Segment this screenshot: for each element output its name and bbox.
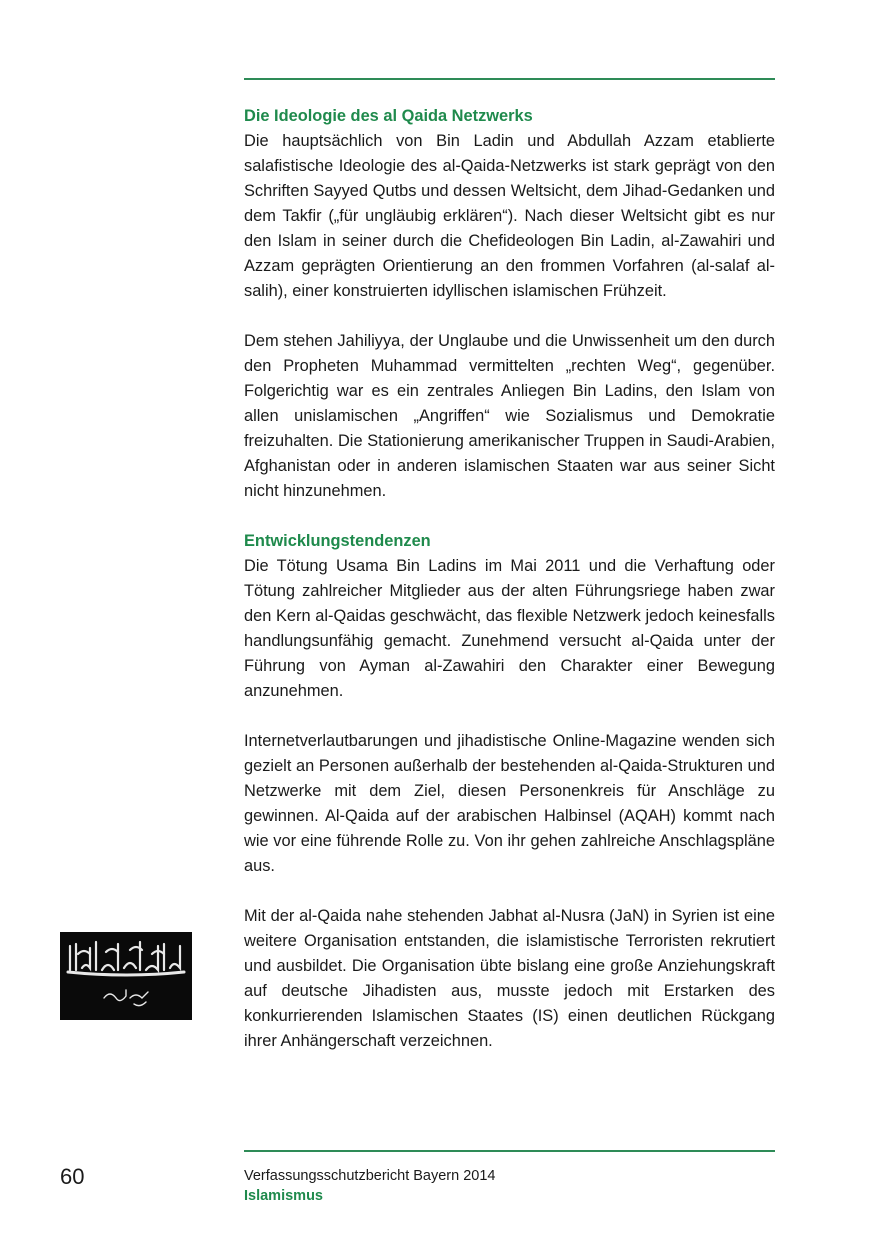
flag-script-graphic (60, 932, 192, 1020)
main-content (244, 104, 775, 1054)
footer-section-name: Islamismus (244, 1188, 323, 1204)
paragraph-gap (244, 704, 775, 729)
paragraph: Die hauptsächlich von Bin Ladin und Abdullah Azzam etablierte salafistische Ideologie des al-Qaida-Netzwerks ist stark geprägt von den Schriften Sayyed Qutbs und dessen Weltsicht, dem Jihad-Gedanken und dem Takfir („für ungläubig erklären“). Nach dieser Weltsicht gibt es nur den Islam in seiner durch die Chefideologen Bin Ladin, al-Zawahiri und Azzam geprägten Orientierung an den frommen Vorfahren (al-salaf al-salih), einer konstruierten idyllischen islamischen Frühzeit. (244, 132, 775, 300)
paragraph-gap (244, 304, 775, 329)
paragraph: Internetverlautbarungen und jihadistische Online-Magazine wenden sich gezielt an Personen außerhalb der bestehenden al-Qaida-Strukturen und Netzwerke mit dem Ziel, diesen Personenkreis für Anschläge zu gewinnen. Al-Qaida auf der arabischen Halbinsel (AQAH) kommt nach wie vor eine führende Rolle zu. Von ihr gehen zahlreiche Anschlagspläne aus. (244, 732, 775, 875)
top-divider (244, 78, 775, 80)
paragraph: Dem stehen Jahiliyya, der Unglaube und die Unwissenheit um den durch den Propheten Muhammad vermittelten „rechten Weg“, gegenüber. Folgerichtig war es ein zentrales Anliegen Bin Ladins, den Islam von allen unislamischen „Angriffen“ wie Sozialismus und Demokratie freizuhalten. Die Stationierung amerikanischer Truppen in Saudi-Arabien, Afghanistan oder in anderen islamischen Staaten war aus seiner Sicht nicht hinzunehmen. (244, 332, 775, 500)
paragraph: Mit der al-Qaida nahe stehenden Jabhat al-Nusra (JaN) in Syrien ist eine weitere Organisation entstanden, die islamistische Terroristen rekrutiert und ausbildet. Die Organisation übte bislang eine große Anziehungskraft auf deutsche Jihadisten aus, musste jedoch mit Erstarken des konkurrierenden Islamischen Staates (IS) einen deutlichen Rückgang ihrer Anhängerschaft verzeichnen. (244, 907, 775, 1050)
section-heading-ideology: Die Ideologie des al Qaida Netzwerks (244, 107, 533, 125)
paragraph-gap (244, 879, 775, 904)
paragraph-gap (244, 504, 775, 529)
section-heading-trends: Entwicklungstendenzen (244, 532, 431, 550)
black-flag-icon (60, 932, 192, 1020)
footer-report-title: Verfassungsschutzbericht Bayern 2014 (244, 1168, 496, 1184)
bottom-divider (244, 1150, 775, 1152)
page-number: 60 (60, 1164, 85, 1189)
paragraph: Die Tötung Usama Bin Ladins im Mai 2011 und die Verhaftung oder Tötung zahlreicher Mitglieder aus der alten Führungsriege haben zwar den Kern al-Qaidas geschwächt, das flexible Netzwerk jedoch keinesfalls handlungsunfähig gemacht. Zunehmend versucht al-Qaida unter der Führung von Ayman al-Zawahiri den Charakter einer Bewegung anzunehmen. (244, 557, 775, 700)
